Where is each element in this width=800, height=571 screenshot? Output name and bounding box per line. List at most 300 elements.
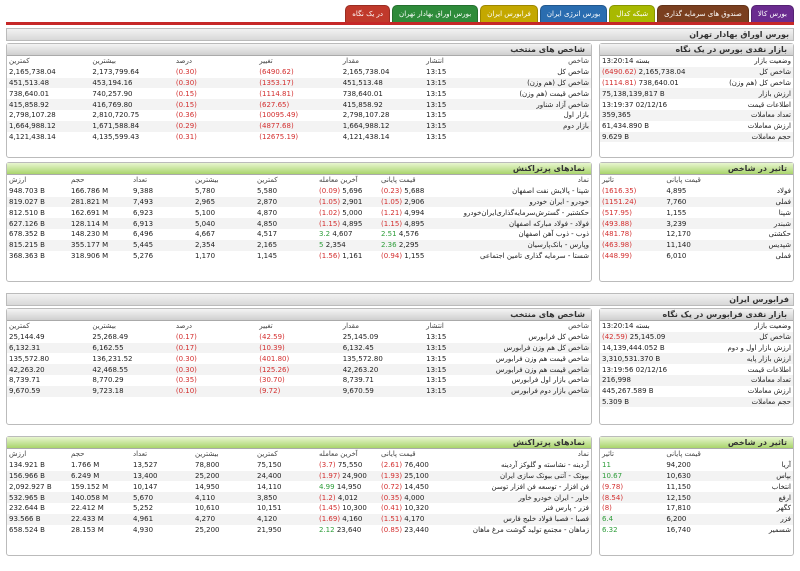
index-cell: 25,145.09	[342, 333, 379, 342]
tse-indices-title: شاخص های منتخب	[7, 44, 591, 56]
change-value: 3.2	[319, 230, 331, 239]
market-row	[600, 386, 793, 397]
index-cell: (0.35)	[175, 376, 197, 385]
index-row[interactable]	[7, 67, 591, 78]
symbol-cell: 28.153 M	[71, 525, 104, 534]
symbol-cell: حکشتیر - گسترش‌سرمایه‌گذاری‌ایران‌خودرو	[463, 208, 589, 217]
market-label: ارزش معاملات	[747, 387, 791, 396]
symbols-header[interactable]: حجم	[71, 176, 85, 185]
impact-cell: آریا	[781, 461, 791, 470]
impact-cell: 3,239	[664, 218, 728, 229]
symbol-row[interactable]	[7, 251, 591, 262]
index-cell: 4,135,599.43	[92, 132, 140, 141]
market-value	[600, 67, 697, 78]
impact-row[interactable]	[600, 460, 793, 471]
index-row[interactable]	[7, 110, 591, 121]
symbol-row[interactable]	[7, 218, 591, 229]
symbol-cell	[379, 481, 441, 492]
symbol-cell	[317, 471, 379, 482]
market-value: 9.629 B	[600, 132, 697, 143]
tab-5[interactable]: صندوق های سرمایه گذاری	[657, 5, 749, 22]
impact-cell: فملی	[775, 251, 791, 260]
index-cell: (10095.49)	[259, 111, 299, 120]
symbol-cell: 658.524 B	[9, 525, 45, 534]
index-row[interactable]	[7, 99, 591, 110]
symbols-header[interactable]: تعداد	[133, 176, 148, 185]
symbols-header[interactable]: آخرین معامله	[319, 450, 358, 459]
index-cell: 13:15	[426, 376, 447, 385]
symbol-cell: 815.215 B	[7, 240, 69, 251]
impact-row[interactable]	[600, 197, 793, 208]
symbol-cell: ذوب - ذوب آهن اصفهان	[518, 230, 589, 239]
symbol-cell: 1,170	[195, 251, 216, 260]
main-value: 5,688	[402, 187, 425, 196]
market-row	[600, 343, 793, 354]
index-cell: 9,670.59	[341, 386, 424, 397]
symbols-header[interactable]: کمترین	[257, 450, 278, 459]
symbol-cell: 4,120	[255, 514, 317, 525]
symbol-cell: 10,151	[257, 504, 282, 513]
impact-cell: 94,200	[666, 461, 691, 470]
change-value: (0.72)	[381, 482, 403, 491]
impact-cell: شسمیر	[768, 525, 791, 534]
symbol-cell: 75,150	[257, 461, 282, 470]
symbols-header[interactable]: نماد	[577, 176, 589, 185]
impact-cell: 6.4	[600, 514, 664, 525]
symbol-cell	[379, 229, 441, 240]
symbol-cell: 25,200	[195, 525, 220, 534]
indices-header[interactable]: مقدار	[342, 322, 359, 331]
symbol-cell: 6,496	[133, 230, 154, 239]
impact-cell: فولاد	[776, 187, 791, 196]
impact-row[interactable]	[600, 503, 793, 514]
index-row[interactable]	[7, 332, 591, 343]
index-cell: (0.30)	[174, 78, 257, 89]
symbol-cell	[317, 229, 379, 240]
market-row	[600, 121, 793, 132]
symbol-cell: 10,147	[133, 482, 158, 491]
impact-cell: (448.99)	[602, 251, 632, 260]
change-value: (1.97)	[319, 471, 341, 480]
index-row[interactable]	[7, 386, 591, 397]
index-cell: 1,664,988.12	[7, 121, 90, 132]
impact-cell: شپنا	[778, 208, 791, 217]
symbol-cell: فن افزار - توسعه فن افزار توسن	[491, 482, 589, 491]
impact-cell: حکشتی	[768, 230, 791, 239]
indices-header[interactable]: تغییر	[259, 322, 273, 331]
index-cell: 135,572.80	[9, 354, 50, 363]
symbol-cell: 93.566 B	[7, 514, 69, 525]
tab-1[interactable]: بورس اوراق بهادار تهران	[392, 5, 478, 22]
index-cell: شاخص آزاد شناور	[508, 99, 591, 110]
symbol-cell	[317, 251, 379, 262]
symbol-row[interactable]	[7, 525, 591, 536]
market-row	[600, 397, 793, 408]
symbols-header[interactable]: بیشترین	[195, 450, 219, 459]
main-value: 24,900	[340, 471, 367, 480]
index-cell: 13:15	[426, 354, 447, 363]
symbol-cell	[379, 186, 441, 197]
index-row[interactable]	[7, 375, 591, 386]
market-row	[600, 110, 793, 121]
symbol-cell: 134.921 B	[9, 461, 45, 470]
tse-symbols-title: نمادهای پرتراکنش	[7, 163, 591, 175]
index-row[interactable]	[7, 364, 591, 375]
index-cell: 25,144.49	[9, 333, 45, 342]
market-row	[600, 99, 793, 110]
symbols-header[interactable]: قیمت پایانی	[381, 176, 416, 185]
tab-3[interactable]: بورس انرژی ایران	[540, 5, 607, 22]
market-row	[600, 56, 793, 67]
index-cell: (0.15)	[175, 89, 197, 98]
index-cell: (0.30)	[175, 68, 197, 77]
symbol-cell: فولاد - فولاد مبارکه اصفهان	[441, 218, 591, 229]
impact-row[interactable]	[600, 186, 793, 197]
indices-header[interactable]: انتشار	[426, 322, 444, 331]
market-value: 61,434.890 B	[602, 122, 650, 131]
index-cell: 135,572.80	[342, 354, 383, 363]
symbol-cell: 13,527	[133, 461, 158, 470]
symbol-cell: 3,850	[255, 492, 317, 503]
impact-cell: (481.78)	[602, 230, 632, 239]
main-tabs	[345, 5, 794, 23]
index-row[interactable]	[7, 78, 591, 89]
market-label: شاخص کل	[697, 332, 794, 343]
symbol-cell: 5,276	[133, 251, 154, 260]
symbol-cell: 4,110	[193, 492, 255, 503]
market-value: 75,138,139,817 B	[600, 88, 697, 99]
symbols-header[interactable]: قیمت پایانی	[381, 450, 416, 459]
symbol-cell: 78,800	[195, 461, 220, 470]
symbol-cell: وپارس - بانک‌پارسیان	[441, 240, 591, 251]
symbol-cell: 159.152 M	[71, 482, 109, 491]
index-cell: شاخص قیمت (هم وزن)	[519, 89, 589, 98]
index-cell: (1353.17)	[257, 78, 340, 89]
impact-cell: 17,810	[666, 504, 691, 513]
symbol-cell	[379, 251, 441, 262]
symbol-row[interactable]	[7, 471, 591, 482]
symbol-cell: خودرو - ایران خودرو	[441, 197, 591, 208]
ifb-impact-title: تاثیر در شاخص	[600, 437, 793, 449]
index-cell: (12675.19)	[259, 132, 299, 141]
symbol-cell: 2,165	[255, 240, 317, 251]
index-cell: 6,132.31	[7, 343, 90, 354]
market-value: 14,139,444.052 B	[602, 343, 665, 352]
symbol-cell	[317, 218, 379, 229]
symbol-row[interactable]	[7, 514, 591, 525]
change-value: 2.36	[381, 241, 397, 250]
change-value: 5	[319, 241, 324, 250]
index-cell: بازار اول	[563, 111, 589, 120]
index-cell: 13:15	[424, 343, 507, 354]
change-value: (1.56)	[319, 251, 341, 260]
symbol-row[interactable]	[7, 481, 591, 492]
impact-header[interactable]: قیمت پایانی	[666, 450, 701, 459]
impact-row[interactable]	[600, 207, 793, 218]
tse-impact-title: تاثیر در شاخص	[600, 163, 793, 175]
index-cell: شاخص بازار دوم فرابورس	[508, 386, 591, 397]
symbol-cell: 4,667	[195, 230, 216, 239]
market-label: ارزش بازار اول و دوم	[727, 343, 791, 352]
impact-row[interactable]	[600, 514, 793, 525]
symbols-header[interactable]: نماد	[577, 450, 589, 459]
indices-header[interactable]: کمترین	[9, 57, 30, 66]
change-value: (0.94)	[381, 251, 403, 260]
impact-header[interactable]	[729, 175, 793, 186]
index-cell: (0.30)	[175, 354, 197, 363]
index-cell: شاخص قیمت هم وزن فرابورس	[495, 354, 589, 363]
impact-row[interactable]	[600, 218, 793, 229]
impact-header[interactable]	[729, 449, 793, 460]
symbol-cell: 5,252	[133, 504, 154, 513]
symbol-cell: 368.363 B	[9, 251, 45, 260]
symbol-row[interactable]	[7, 492, 591, 503]
index-cell: 42,263.20	[341, 364, 424, 375]
impact-cell: 11	[602, 461, 611, 470]
symbol-cell: 14,950	[195, 482, 220, 491]
symbol-row[interactable]	[7, 186, 591, 197]
symbols-header[interactable]: حجم	[71, 450, 85, 459]
main-value: 23,640	[334, 525, 362, 534]
change-value: (0.23)	[381, 187, 403, 196]
change-value: (1.2)	[319, 493, 336, 502]
impact-cell: ارفع	[729, 492, 793, 503]
index-cell: (0.17)	[174, 343, 257, 354]
impact-header[interactable]: تاثیر	[602, 176, 615, 185]
symbol-cell	[379, 471, 441, 482]
impact-cell: 12,150	[664, 492, 728, 503]
impact-cell: 16,740	[666, 525, 691, 534]
indices-header[interactable]: مقدار	[342, 57, 359, 66]
symbol-cell: 2,354	[193, 240, 255, 251]
indices-header[interactable]: تغییر	[259, 57, 273, 66]
indices-header[interactable]: درصد	[175, 57, 192, 66]
symbol-cell: 21,950	[257, 525, 282, 534]
symbol-cell	[317, 525, 379, 536]
symbol-cell: 140.058 M	[69, 492, 131, 503]
symbol-cell: 1.766 M	[71, 461, 100, 470]
symbol-cell	[317, 240, 379, 251]
indices-header[interactable]: درصد	[175, 322, 192, 331]
symbol-cell: 10,610	[195, 504, 220, 513]
index-cell: 451,513.48	[7, 78, 90, 89]
market-label: شاخص کل (هم وزن)	[729, 78, 791, 87]
market-label: وضعیت بازار	[754, 322, 791, 331]
main-value: 2,165,738.04	[636, 68, 686, 77]
change-value: (0.85)	[381, 525, 403, 534]
symbol-row[interactable]	[7, 207, 591, 218]
change-value: (1.15)	[319, 219, 341, 228]
index-row[interactable]	[7, 353, 591, 364]
index-cell: 9,723.18	[90, 386, 173, 397]
main-value: 4,895	[340, 219, 363, 228]
symbol-cell	[317, 197, 379, 208]
symbol-cell: 4,517	[257, 230, 278, 239]
index-cell: (0.10)	[174, 386, 257, 397]
indices-header[interactable]: شاخص	[568, 322, 589, 331]
symbol-cell: زماهان - مجتمع تولید گوشت مرغ ماهان	[472, 525, 589, 534]
index-cell: 13:15	[424, 121, 507, 132]
change-value: 2.51	[381, 230, 397, 239]
tse-indices-panel	[6, 43, 592, 158]
symbol-cell: بپوتک - آتنی بیوتک سازی ایران	[441, 471, 591, 482]
index-cell: شاخص کل	[557, 68, 589, 77]
symbols-header[interactable]: تعداد	[133, 450, 148, 459]
index-cell: 13:15	[426, 132, 447, 141]
index-cell: 136,231.52	[92, 354, 133, 363]
symbol-cell: 7,493	[131, 197, 193, 208]
tab-2[interactable]: فرابورس ایران	[480, 5, 538, 22]
impact-cell: (8.54)	[600, 492, 664, 503]
symbol-row[interactable]	[7, 460, 591, 471]
index-cell: (0.15)	[174, 99, 257, 110]
symbol-cell	[317, 207, 379, 218]
tse-market-panel	[599, 43, 794, 158]
change-value: (1114.81)	[602, 78, 637, 87]
change-value: 2.12	[319, 525, 335, 534]
symbol-row[interactable]	[7, 197, 591, 208]
impact-cell: 4,895	[666, 187, 687, 196]
index-row[interactable]	[7, 132, 591, 143]
index-row[interactable]	[7, 88, 591, 99]
main-value: 1,161	[340, 251, 363, 260]
symbol-cell: 2,870	[255, 197, 317, 208]
indices-header[interactable]: شاخص	[568, 57, 589, 66]
market-value: 13:19:56 02/12/16	[602, 365, 668, 374]
impact-row[interactable]	[600, 251, 793, 262]
main-value: 4,895	[402, 219, 425, 228]
symbol-cell: 24,400	[255, 471, 317, 482]
impact-cell: 11,140	[664, 240, 728, 251]
index-row[interactable]	[7, 121, 591, 132]
change-value: (0.35)	[381, 493, 403, 502]
symbol-cell: 2,092.927 B	[9, 482, 52, 491]
change-value: (1.69)	[319, 515, 341, 524]
impact-cell: 7,760	[664, 197, 728, 208]
impact-row[interactable]	[600, 481, 793, 492]
symbols-header[interactable]: ارزش	[9, 450, 27, 459]
index-cell: 13:15	[426, 111, 447, 120]
impact-cell: 11,150	[666, 482, 691, 491]
indices-header[interactable]: بیشترین	[92, 322, 116, 331]
symbol-row[interactable]	[7, 240, 591, 251]
impact-row[interactable]	[600, 229, 793, 240]
market-row	[600, 132, 793, 143]
symbol-cell: 2,965	[193, 197, 255, 208]
market-value: بسته 13:20:14	[602, 322, 650, 331]
impact-cell: 12,170	[666, 230, 691, 239]
symbol-cell: 1,145	[257, 251, 278, 260]
index-cell: 42,263.20	[7, 364, 90, 375]
symbol-cell: شستا - سرمایه گذاری تامین اجتماعی	[480, 251, 589, 260]
index-cell: 6,162.55	[90, 343, 173, 354]
index-cell: شاخص کل فرابورس	[528, 333, 589, 342]
market-value: 3,310,531.370 B	[600, 353, 697, 364]
indices-header[interactable]: بیشترین	[92, 57, 116, 66]
impact-cell: (1151.24)	[600, 197, 664, 208]
index-cell: 4,121,438.14	[9, 132, 56, 141]
tab-4[interactable]: شبکه کدال	[609, 5, 655, 22]
market-row	[600, 67, 793, 78]
symbol-cell: 148.230 M	[71, 230, 109, 239]
symbol-cell: 162.691 M	[71, 208, 109, 217]
impact-row[interactable]	[600, 240, 793, 251]
change-value: (0.41)	[381, 504, 403, 513]
symbol-cell: 6,913	[131, 218, 193, 229]
index-cell: (0.30)	[174, 364, 257, 375]
index-cell: 13:15	[426, 333, 447, 342]
tab-0[interactable]: در یک نگاه	[345, 5, 390, 24]
market-label: شاخص کل	[697, 67, 794, 78]
impact-row[interactable]	[600, 525, 793, 536]
impact-row[interactable]	[600, 492, 793, 503]
impact-row[interactable]	[600, 471, 793, 482]
symbol-cell	[379, 492, 441, 503]
index-cell: 451,513.48	[341, 78, 424, 89]
market-value: 5.309 B	[600, 397, 697, 408]
symbol-cell: 166.786 M	[71, 187, 109, 196]
change-value: (1.05)	[319, 197, 341, 206]
main-value: 75,550	[335, 461, 363, 470]
symbol-row[interactable]	[7, 229, 591, 240]
market-row	[600, 353, 793, 364]
symbol-cell: 9,388	[133, 187, 154, 196]
index-cell	[508, 132, 591, 143]
indices-header[interactable]: کمترین	[9, 322, 30, 331]
tab-underline	[6, 22, 794, 25]
change-value: (1.51)	[381, 515, 403, 524]
index-cell: 8,739.71	[9, 376, 41, 385]
main-value: 4,607	[330, 230, 353, 239]
indices-header[interactable]: انتشار	[426, 57, 444, 66]
symbols-header[interactable]: آخرین معامله	[319, 176, 358, 185]
symbol-cell	[379, 525, 441, 536]
impact-cell: 10.67	[600, 471, 664, 482]
symbols-header[interactable]: بیشترین	[195, 176, 219, 185]
symbols-header[interactable]: ارزش	[9, 176, 27, 185]
impact-header[interactable]: قیمت پایانی	[666, 176, 701, 185]
section-title-ifb: فرابورس ایران	[6, 293, 794, 306]
symbol-cell	[317, 460, 379, 471]
tse-market-title: بازار نقدی بورس در یک نگاه	[600, 44, 793, 56]
main-value: 2,295	[396, 241, 419, 250]
symbol-cell	[379, 503, 441, 514]
market-label: ارزش معاملات	[747, 122, 791, 131]
market-label: حجم معاملات	[697, 397, 794, 408]
main-value: 76,400	[402, 461, 429, 470]
symbol-cell: 128.114 M	[69, 218, 131, 229]
impact-cell: 6,200	[664, 514, 728, 525]
index-row[interactable]	[7, 343, 591, 354]
index-cell: 738,640.01	[342, 89, 383, 98]
market-row	[600, 78, 793, 89]
impact-header[interactable]: تاثیر	[602, 450, 615, 459]
symbols-header[interactable]: کمترین	[257, 176, 278, 185]
market-row	[600, 364, 793, 375]
index-cell: (0.36)	[175, 111, 197, 120]
impact-cell: (517.95)	[602, 208, 632, 217]
symbol-row[interactable]	[7, 503, 591, 514]
market-row	[600, 375, 793, 386]
tab-6[interactable]: بورس کالا	[751, 5, 794, 22]
index-cell: 2,798,107.28	[9, 111, 56, 120]
symbol-cell	[379, 460, 441, 471]
main-value: 4,000	[402, 493, 425, 502]
index-cell: 453,194.16	[90, 78, 173, 89]
impact-cell: انتخاب	[771, 482, 791, 491]
change-value: (1.02)	[319, 208, 341, 217]
market-value: 359,365	[600, 110, 697, 121]
